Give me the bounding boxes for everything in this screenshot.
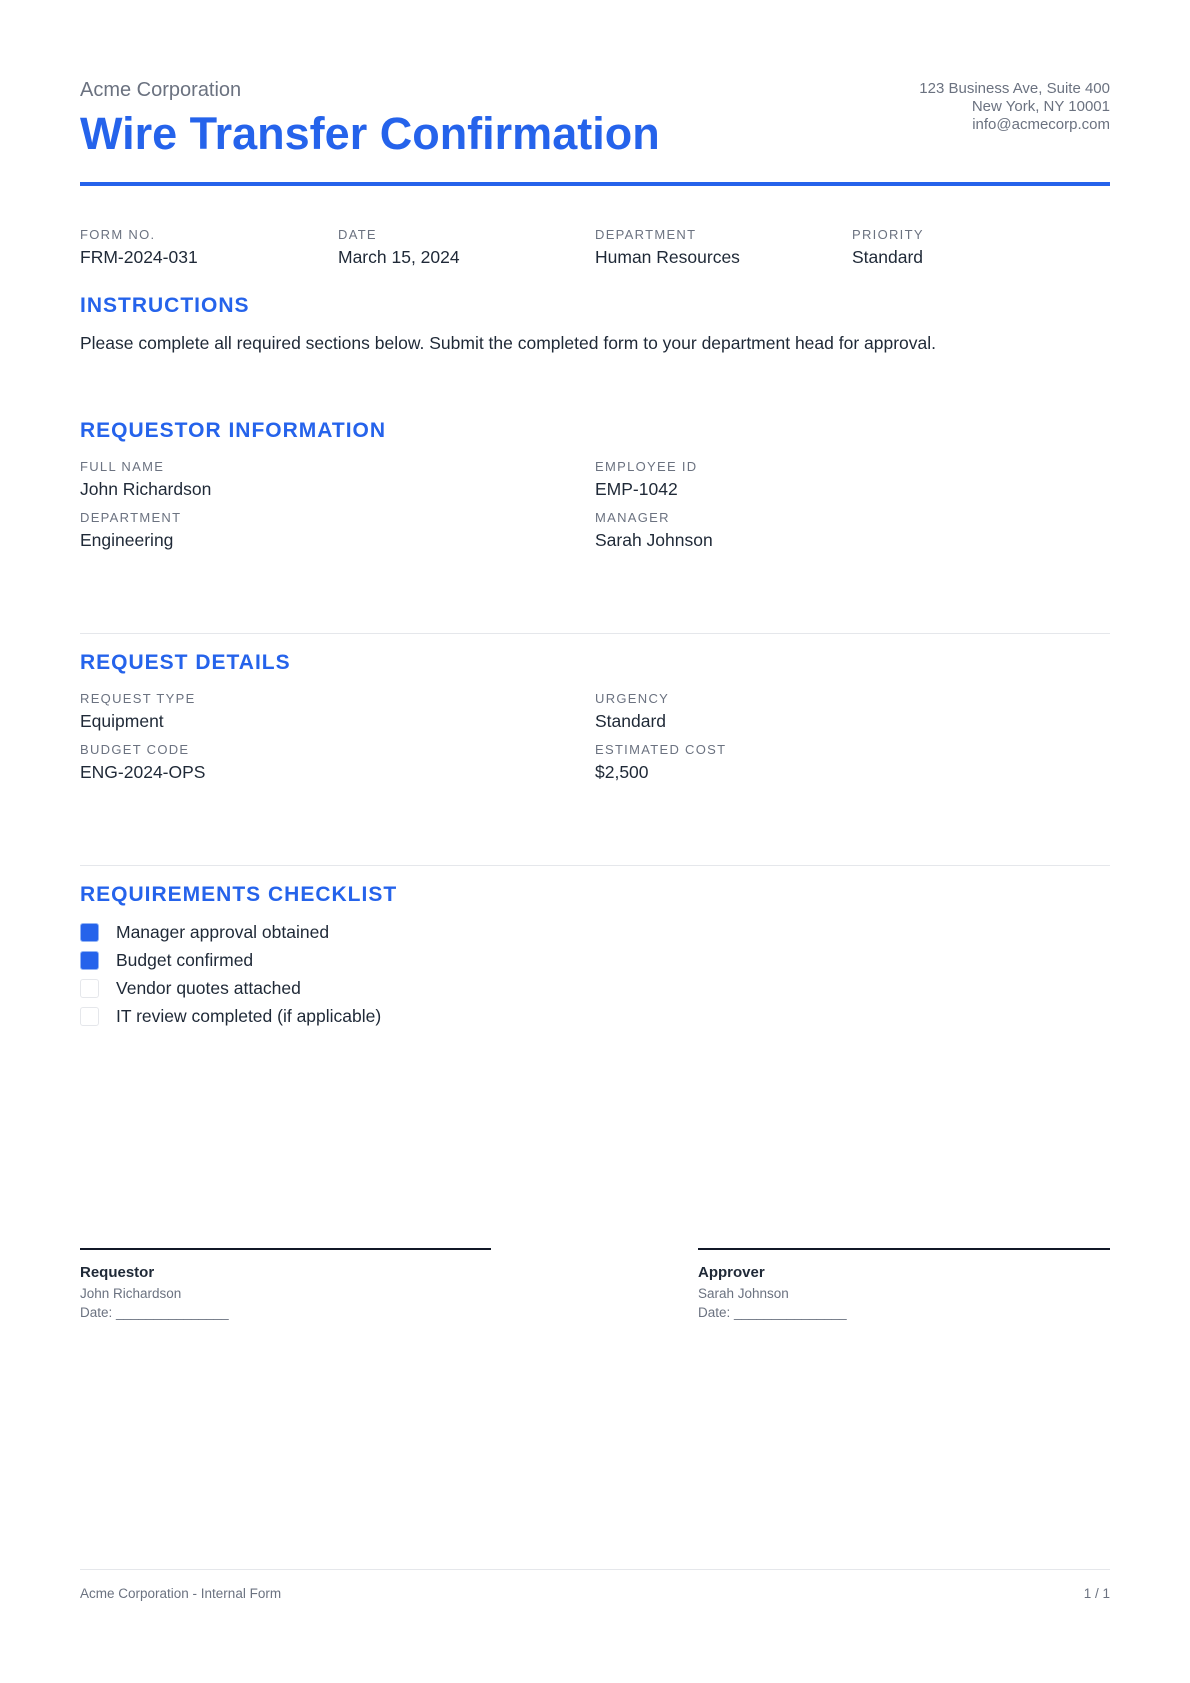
value: Human Resources [595,247,740,267]
field-department [80,510,181,551]
value: Standard [595,711,667,731]
details-heading: REQUEST DETAILS [80,651,291,674]
checklist-item[interactable] [80,1006,381,1027]
meta-department [595,227,740,268]
field-budget-code [80,742,205,783]
value: Equipment [80,711,164,731]
field-urgency [595,691,669,732]
checklist-item[interactable] [80,950,253,971]
signature-line-approver [698,1248,1110,1250]
checklist-label: Manager approval obtained [116,922,330,942]
meta-priority [852,227,924,268]
label: BUDGET CODE [80,742,190,757]
field-manager [595,510,713,551]
value: Standard [852,247,924,267]
signature-requestor [80,1263,229,1323]
checklist-label: IT review completed (if applicable) [116,1006,382,1026]
checklist-label: Budget confirmed [116,950,254,970]
page-title: Wire Transfer Confirmation [80,108,660,159]
signature-name: Sarah Johnson [698,1285,789,1301]
meta-form-no [80,227,198,268]
field-employee-id [595,459,697,500]
company-address [919,80,1110,134]
value: March 15, 2024 [338,247,460,267]
checkbox-unchecked[interactable] [80,1007,99,1026]
checklist-item[interactable] [80,978,301,999]
instructions-text: Please complete all required sections below. Submit the completed form to your department head for approval. [80,333,937,353]
page-number: 1 / 1 [1083,1586,1110,1601]
checkbox-checked[interactable] [80,923,99,942]
address-line: New York, NY 10001 [971,98,1110,115]
field-request-type [80,691,196,732]
label: DATE [338,227,377,242]
signature-date: Date: _______________ [698,1305,847,1320]
value: John Richardson [80,479,212,499]
value: ENG-2024-OPS [80,762,206,782]
value: EMP-1042 [595,479,678,499]
checklist-heading: REQUIREMENTS CHECKLIST [80,883,398,906]
footer-text: Acme Corporation - Internal Form [80,1586,282,1601]
checklist-item[interactable] [80,922,329,943]
field-estimated-cost [595,742,726,783]
footer-divider [80,1569,1110,1570]
email: info@acmecorp.com [972,116,1110,133]
signature-name: John Richardson [80,1285,182,1301]
label: FORM NO. [80,227,156,242]
header-rule [80,182,1110,186]
value: Sarah Johnson [595,530,713,550]
field-full-name [80,459,211,500]
label: EMPLOYEE ID [595,459,698,474]
company-name: Acme Corporation [80,79,242,101]
value: FRM-2024-031 [80,247,198,267]
divider [80,633,1110,634]
signature-date: Date: _______________ [80,1305,229,1320]
requestor-heading: REQUESTOR INFORMATION [80,419,387,442]
checkbox-unchecked[interactable] [80,979,99,998]
label: URGENCY [595,691,670,706]
signature-line-requestor [80,1248,491,1250]
label: PRIORITY [852,227,924,242]
label: DEPARTMENT [595,227,697,242]
instructions-heading: INSTRUCTIONS [80,294,250,317]
label: FULL NAME [80,459,165,474]
label: DEPARTMENT [80,510,182,525]
checkbox-checked[interactable] [80,951,99,970]
meta-date [338,227,460,268]
checklist-label: Vendor quotes attached [116,978,301,998]
label: ESTIMATED COST [595,742,727,757]
signature-role: Requestor [80,1264,155,1281]
value: Engineering [80,530,174,550]
label: REQUEST TYPE [80,691,196,706]
label: MANAGER [595,510,670,525]
value: $2,500 [595,762,649,782]
address-line: 123 Business Ave, Suite 400 [919,80,1110,97]
divider [80,865,1110,866]
signature-role: Approver [698,1264,765,1281]
signature-approver [698,1263,847,1323]
